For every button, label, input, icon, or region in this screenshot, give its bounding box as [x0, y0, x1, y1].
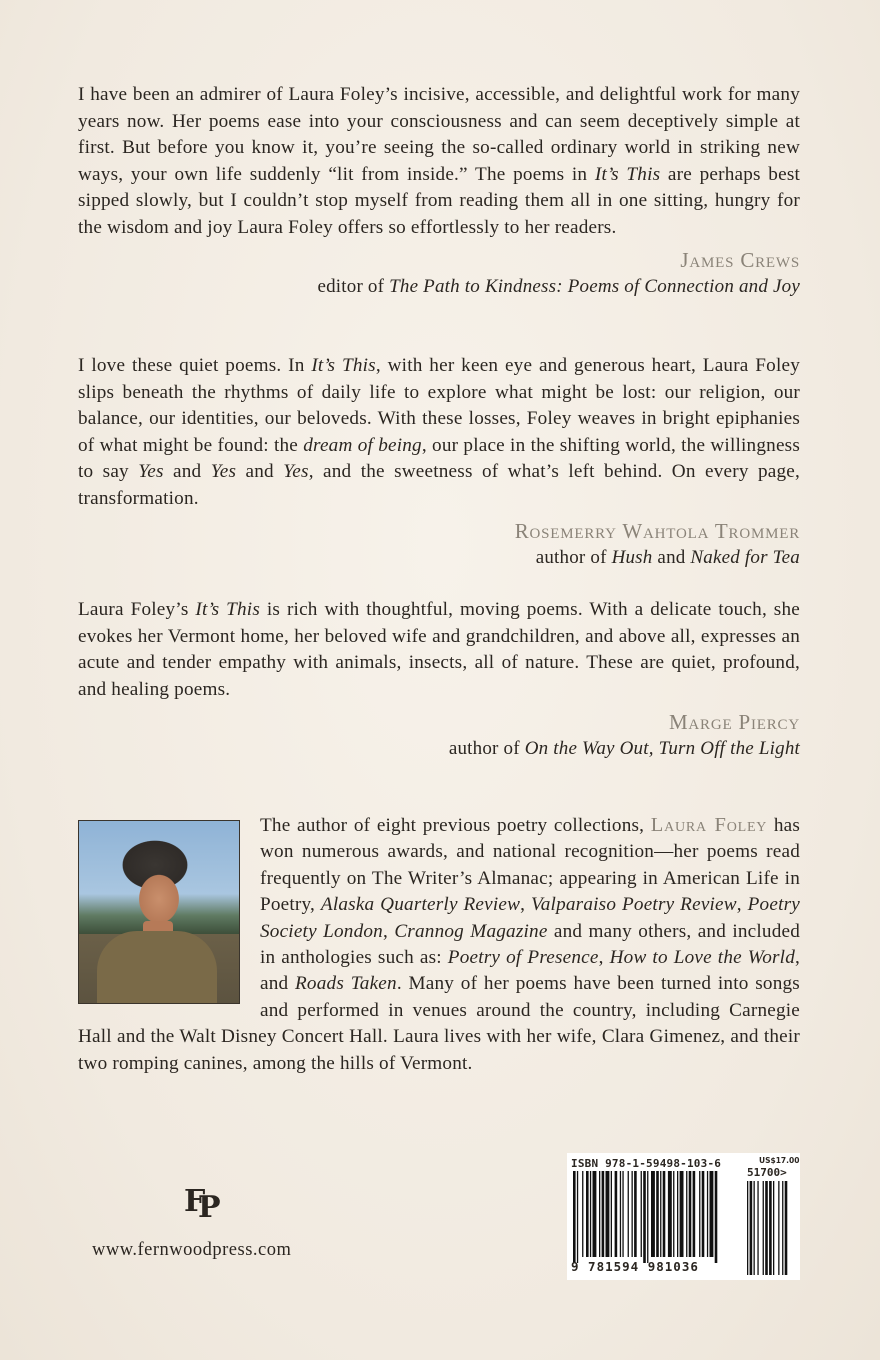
publisher-url[interactable]: www.fernwoodpress.com	[92, 1240, 292, 1260]
barcode-bar	[573, 1171, 576, 1263]
bio-author-name: Laura Foley	[650, 814, 768, 836]
blurb-3-role-render: author of On the Way Out, Turn Off the Light	[448, 738, 800, 759]
blurb-text	[78, 82, 800, 241]
barcode-bar	[634, 1171, 637, 1257]
blurb-author: Rosemerry Wahtola Trommer	[514, 519, 800, 543]
barcode-bar	[632, 1171, 633, 1257]
blurb-author-role	[78, 544, 800, 572]
blurb-rosemerry-trommer	[78, 353, 800, 572]
barcode-bar	[602, 1171, 605, 1257]
addon-bar	[754, 1181, 755, 1275]
author-photo	[78, 820, 240, 1004]
addon-bar	[750, 1181, 753, 1275]
blurb-author: Marge Piercy	[668, 710, 800, 734]
addon-bar	[747, 1181, 748, 1275]
blurb-text	[78, 597, 800, 703]
barcode-bar	[628, 1171, 629, 1257]
barcode-bar	[699, 1171, 700, 1257]
barcode-bar	[611, 1171, 612, 1257]
bio-render: The author of eight previous poetry collections, Laura Foley has won numerous awards, and national recognition—her poems read frequently on The Writer’s Almanac; appearing in American Life in Poetry, Alaska Quarterly Review, Valparaiso Poetry Review, Poetry Society London, Crannog Magazine and many others, and included in anthologies such as: Poetry of Presence, How to Love the World, and Roads Taken. Many of her poems have been turned into songs and performed in venues around the country, including Carnegie Hall and the Walt Disney Concert Hall. Laura lives with her wife, Clara Gimenez, and their two romping canines, among the hills of Vermont.	[78, 814, 801, 1074]
barcode-bar	[693, 1171, 696, 1257]
barcode-bar	[710, 1171, 714, 1257]
barcode-bar	[577, 1171, 578, 1263]
barcode-bar	[586, 1171, 589, 1257]
barcode-bar	[593, 1171, 597, 1257]
barcode-bar	[689, 1171, 692, 1257]
publisher-logo	[184, 1184, 224, 1226]
barcode-bar	[707, 1171, 708, 1257]
barcode-bar	[656, 1171, 659, 1257]
barcode-bar	[651, 1171, 655, 1257]
barcode-bar	[663, 1171, 666, 1257]
barcode-bar	[590, 1171, 591, 1257]
isbn-barcode	[567, 1153, 800, 1280]
addon-bar	[773, 1181, 774, 1275]
blurb-text	[78, 353, 800, 512]
barcode-bar	[660, 1171, 661, 1257]
barcode-bar	[686, 1171, 687, 1257]
addon-bar	[782, 1181, 783, 1275]
addon-bar	[765, 1181, 768, 1275]
blurb-marge-piercy	[78, 597, 800, 763]
addon-bar	[769, 1181, 772, 1275]
blurb-2-render: I love these quiet poems. In It’s This, with her keen eye and generous heart, Laura Foley slips beneath the rhythms of daily life to explore what might be lost: our religion, our balance, our identities, our beloveds. With these losses, Foley weaves in bright epiphanies of what might be found: the dream of being, our place in the shifting world, the willingness to say Yes and Yes and Yes, and the sweetness of what’s left behind. On every page, transformation.	[78, 355, 801, 509]
barcode-bar	[673, 1171, 674, 1257]
price-addon-code: 51700>	[747, 1166, 787, 1179]
barcode-bar	[702, 1171, 705, 1257]
barcode-bar	[620, 1171, 621, 1257]
addon-bar	[757, 1181, 758, 1275]
isbn-label: ISBN 978-1-59498-103-6	[571, 1157, 722, 1170]
author-photo-jacket	[97, 931, 217, 1003]
barcode-bar	[606, 1171, 610, 1257]
barcode-bar	[599, 1171, 600, 1257]
barcode-bar	[677, 1171, 678, 1257]
author-bio	[78, 812, 800, 1077]
price-label: US$17.00	[759, 1156, 800, 1165]
logo-letter-f: F	[184, 1184, 206, 1219]
addon-bar	[785, 1181, 788, 1275]
barcode-bar	[680, 1171, 684, 1257]
barcode-bar	[668, 1171, 672, 1257]
ean-digits: 9 781594 981036	[571, 1259, 699, 1274]
blurb-1-role-render: editor of The Path to Kindness: Poems of Connection and Joy	[317, 276, 800, 297]
blurb-1-render: I have been an admirer of Laura Foley’s incisive, accessible, and delightful work for many years now. Her poems ease into your consciousness and can seem deceptively simple at first. But before you know it, you’re seeing the so-called ordinary world in striking new ways, your own life suddenly “lit from inside.” The poems in It’s This are perhaps best sipped slowly, but I couldn’t stop myself from reading them all in one sitting, hungry for the wisdom and joy Laura Foley offers so effortlessly to her readers.	[78, 84, 801, 238]
blurb-james-crews	[78, 82, 800, 301]
addon-bar	[778, 1181, 779, 1275]
barcode-bar	[643, 1171, 646, 1263]
barcode-bar	[715, 1171, 718, 1263]
blurb-3-render: Laura Foley’s It’s This is rich with thoughtful, moving poems. With a delicate touch, she evokes her Vermont home, her beloved wife and grandchildren, and above all, expresses an acute and tender empathy with animals, insects, all of nature. These are quiet, profound, and healing poems.	[78, 599, 800, 700]
blurb-author: James Crews	[680, 248, 800, 272]
blurb-author-role	[78, 735, 800, 763]
barcode-bar	[622, 1171, 623, 1257]
barcode-bar	[647, 1171, 648, 1263]
logo-letter-p: P	[198, 1190, 221, 1225]
barcode-bar	[615, 1171, 618, 1257]
blurb-2-role-render: author of Hush and Naked for Tea	[535, 547, 800, 568]
blurb-author-role	[78, 273, 800, 301]
barcode-bar	[582, 1171, 583, 1257]
barcode-bar	[641, 1171, 642, 1257]
addon-bar	[763, 1181, 764, 1275]
